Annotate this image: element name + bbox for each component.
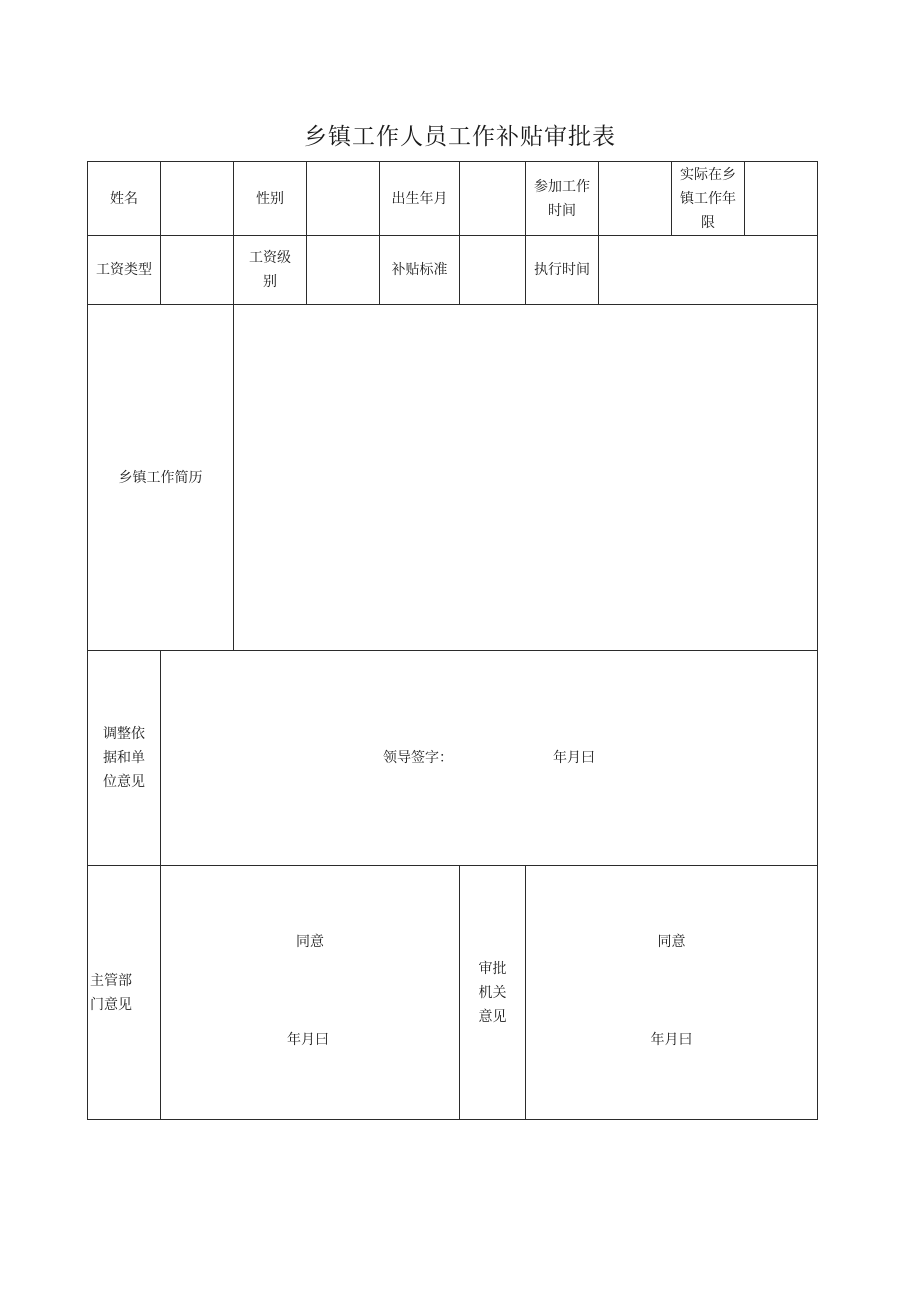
dept-opinion-field[interactable] — [161, 866, 460, 1120]
page-title: 乡镇工作人员工作补贴审批表 — [304, 124, 616, 150]
dept-agree-text: 同意 — [296, 934, 324, 950]
town-years-label-line2: 镇工作年 — [680, 190, 736, 207]
approval-opinion-label — [460, 866, 526, 1120]
join-work-label — [526, 162, 599, 236]
dept-label-line2: 门意见 — [90, 996, 132, 1013]
row-resume — [88, 305, 818, 651]
row-approval — [88, 866, 818, 1120]
wage-level-field[interactable] — [307, 236, 380, 305]
adjust-opinion-field[interactable] — [161, 651, 818, 866]
town-years-label-line3: 限 — [701, 214, 715, 231]
dept-date-label: 年月曰 — [287, 1032, 329, 1048]
row-basic-info — [88, 162, 818, 236]
birth-label: 出生年月 — [380, 162, 460, 236]
adjust-date-label: 年月曰 — [553, 750, 595, 766]
join-work-label-line1: 参加工作 — [534, 178, 590, 195]
subsidy-standard-label: 补贴标准 — [380, 236, 460, 305]
approval-opinion-field[interactable] — [526, 866, 818, 1120]
adjust-opinion-label — [88, 651, 161, 866]
name-label: 姓名 — [88, 162, 161, 236]
row-adjust-opinion — [88, 651, 818, 866]
wage-level-label-line1: 工资级 — [249, 250, 291, 266]
name-field[interactable] — [161, 162, 234, 236]
town-years-field[interactable] — [745, 162, 818, 236]
leader-sign-label: 领导签字： — [383, 750, 453, 766]
wage-level-label-line2: 别 — [263, 274, 277, 290]
adjust-label-line1: 调整依 — [103, 726, 145, 742]
exec-time-field[interactable] — [599, 236, 818, 305]
row-wage-info — [88, 236, 818, 305]
gender-field[interactable] — [307, 162, 380, 236]
dept-opinion-label — [88, 866, 161, 1120]
approval-label-line2: 机关 — [478, 984, 507, 1001]
approval-agree-text: 同意 — [657, 934, 686, 950]
resume-label: 乡镇工作简历 — [88, 305, 234, 651]
join-work-label-line2: 时间 — [548, 202, 576, 219]
dept-label-line1: 主管部 — [90, 972, 132, 989]
approval-label-line3: 意见 — [478, 1008, 507, 1025]
approval-label-line1: 审批 — [478, 960, 507, 977]
subsidy-standard-field[interactable] — [460, 236, 526, 305]
town-years-label — [672, 162, 745, 236]
approval-date-label: 年月曰 — [650, 1032, 693, 1048]
wage-type-label: 工资类型 — [88, 236, 161, 305]
town-years-label-line1: 实际在乡 — [680, 166, 736, 183]
exec-time-label: 执行时间 — [526, 236, 599, 305]
gender-label: 性别 — [234, 162, 307, 236]
resume-field[interactable] — [234, 305, 818, 651]
adjust-label-line2: 据和单 — [103, 750, 145, 766]
wage-type-field[interactable] — [161, 236, 234, 305]
adjust-label-line3: 位意见 — [103, 774, 145, 790]
birth-field[interactable] — [460, 162, 526, 236]
approval-form-table — [87, 161, 818, 1120]
join-work-field[interactable] — [599, 162, 672, 236]
wage-level-label — [234, 236, 307, 305]
